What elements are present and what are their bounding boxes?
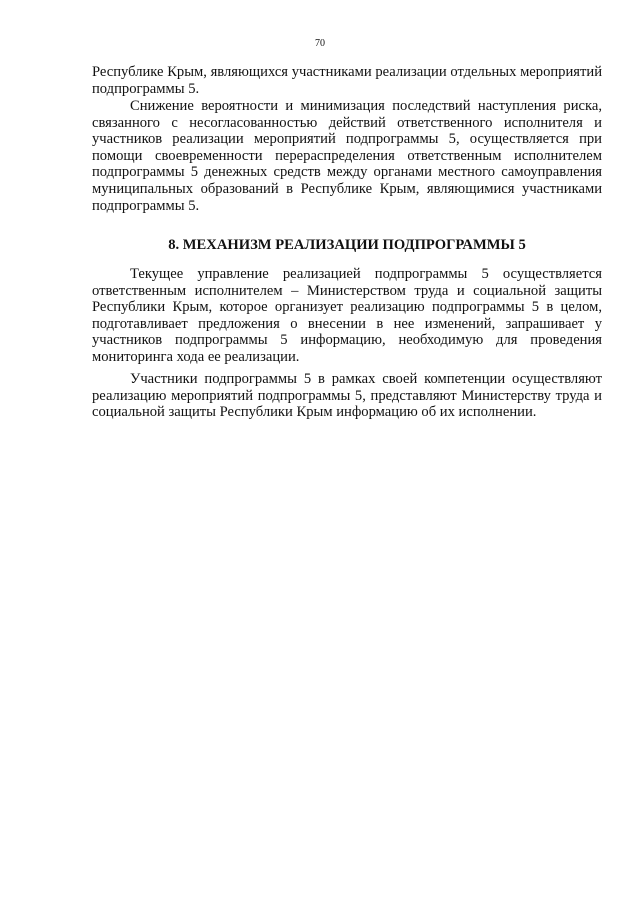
paragraph-continuation: Республике Крым, являющихся участниками реализации отдельных мероприятий подпрограммы 5. xyxy=(92,64,602,97)
paragraph-current-management: Текущее управление реализацией подпрограммы 5 осуществляется ответственным исполнителем – Министерством труда и социальной защиты Республики Крым, которое организует реализацию подпрограммы 5 в целом, подготавливает предложения о внесении в нее изменений, запрашивает у участников подпрограммы 5 информацию, необходимую для проведения мониторинга хода ее реализации. xyxy=(92,266,602,365)
paragraph-participants: Участники подпрограммы 5 в рамках своей компетенции осуществляют реализацию мероприятий подпрограммы 5, представляют Министерству труда и социальной защиты Республики Крым информацию об их исполнении. xyxy=(92,371,602,421)
page-number: 70 xyxy=(315,38,325,49)
section-heading: 8. МЕХАНИЗМ РЕАЛИЗАЦИИ ПОДПРОГРАММЫ 5 xyxy=(168,237,526,253)
paragraph-risk-mitigation: Снижение вероятности и минимизация последствий наступления риска, связанного с несогласованностью действий ответственного исполнителя и участников реализации мероприятий подпрограммы 5, осуществляется при помощи своевременности перераспределения ответственным исполнителем подпрограммы 5 денежных средств между органами местного самоуправления муниципальных образований в Республике Крым, являющимися участниками подпрограммы 5. xyxy=(92,98,602,214)
